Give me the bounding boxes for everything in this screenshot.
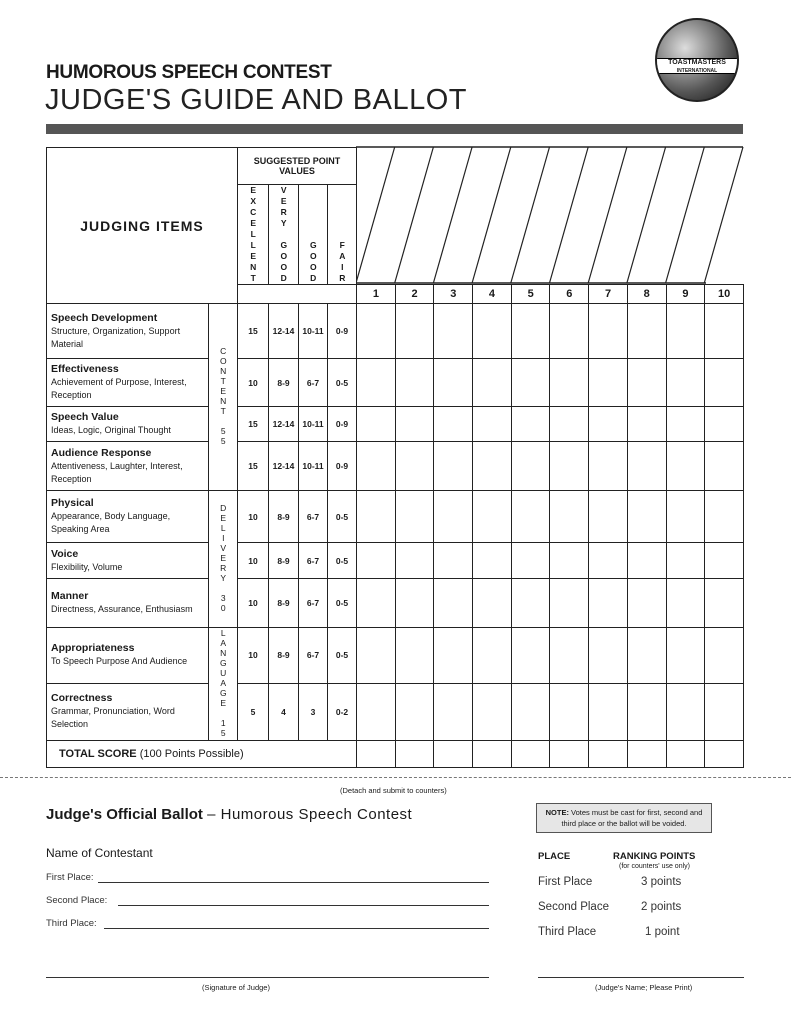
judging-row (47, 407, 744, 442)
point-value: 12-14 (269, 407, 299, 442)
judging-item (47, 359, 209, 407)
score-cell[interactable] (666, 683, 705, 740)
place-field-input[interactable] (98, 882, 489, 883)
score-cell[interactable] (395, 543, 434, 579)
score-cell[interactable] (627, 579, 666, 628)
point-value: 10-11 (299, 304, 328, 359)
score-cell[interactable] (666, 442, 705, 491)
score-cell[interactable] (511, 628, 550, 684)
point-value: 12-14 (269, 442, 299, 491)
judging-row (47, 543, 744, 579)
contestant-column-2: 2 (395, 285, 434, 304)
score-cell[interactable] (511, 491, 550, 543)
score-cell[interactable] (666, 491, 705, 543)
judging-row (47, 442, 744, 491)
point-value: 10 (238, 579, 269, 628)
place-field-label: Second Place: (46, 895, 108, 906)
total-score-cell[interactable] (589, 741, 628, 768)
score-cell[interactable] (395, 491, 434, 543)
place-name: Third Place (538, 926, 597, 938)
score-cell[interactable] (473, 359, 512, 407)
detach-line (0, 777, 791, 778)
point-value: 10 (238, 359, 269, 407)
point-value: 0-9 (328, 407, 357, 442)
judging-items-header: JUDGING ITEMS (47, 148, 238, 304)
score-cell[interactable] (550, 628, 589, 684)
total-score-cell[interactable] (511, 741, 550, 768)
contestant-column-5: 5 (511, 285, 550, 304)
total-score-cell[interactable] (473, 741, 512, 768)
score-cell[interactable] (434, 359, 473, 407)
total-score-note: (100 Points Possible) (139, 748, 244, 760)
contestant-column-4: 4 (473, 285, 512, 304)
place-points: 1 point (645, 926, 680, 938)
point-value: 0-9 (328, 442, 357, 491)
score-cell[interactable] (357, 579, 396, 628)
score-cell[interactable] (434, 579, 473, 628)
signature-line[interactable] (46, 977, 489, 978)
ranking-points-subheading: (for counters' use only) (619, 863, 690, 870)
score-cell[interactable] (666, 628, 705, 684)
suggested-point-values-header: SUGGESTED POINT VALUES (238, 148, 357, 185)
place-field-input[interactable] (118, 905, 489, 906)
score-cell[interactable] (357, 543, 396, 579)
total-score-label (47, 741, 357, 768)
score-cell[interactable] (589, 543, 628, 579)
score-cell[interactable] (473, 628, 512, 684)
point-value: 6-7 (299, 579, 328, 628)
score-cell[interactable] (473, 304, 512, 359)
point-value: 15 (238, 407, 269, 442)
score-cell[interactable] (550, 407, 589, 442)
score-cell[interactable] (627, 359, 666, 407)
total-score-cell[interactable] (357, 741, 396, 768)
rating-very-good: VERY GOOD (278, 185, 289, 284)
score-cell[interactable] (666, 543, 705, 579)
judging-item (47, 491, 209, 543)
judging-row (47, 359, 744, 407)
header-divider (46, 124, 743, 134)
judging-item (47, 683, 209, 740)
point-value: 15 (238, 442, 269, 491)
point-value: 4 (269, 683, 299, 740)
score-cell[interactable] (434, 304, 473, 359)
score-cell[interactable] (473, 407, 512, 442)
category-label: LANGUAGE 15 (218, 628, 229, 738)
contestant-column-6: 6 (550, 285, 589, 304)
point-value: 10-11 (299, 407, 328, 442)
point-value: 0-5 (328, 628, 357, 684)
page-title: JUDGE'S GUIDE AND BALLOT (45, 84, 468, 116)
score-cell[interactable] (473, 579, 512, 628)
score-cell[interactable] (627, 628, 666, 684)
score-cell[interactable] (666, 359, 705, 407)
score-cell[interactable] (511, 359, 550, 407)
item-description: Ideas, Logic, Original Thought (51, 425, 171, 435)
score-cell[interactable] (473, 683, 512, 740)
contestant-column-8: 8 (627, 285, 666, 304)
judging-row (47, 491, 744, 543)
ranking-points-heading: RANKING POINTS (613, 851, 696, 862)
score-cell[interactable] (589, 359, 628, 407)
score-cell[interactable] (627, 683, 666, 740)
point-value: 6-7 (299, 491, 328, 543)
score-cell[interactable] (550, 543, 589, 579)
judging-item (47, 543, 209, 579)
score-cell[interactable] (550, 304, 589, 359)
item-description: Grammar, Pronunciation, Word Selection (51, 706, 175, 730)
ballot-title-main: Judge's Official Ballot (46, 806, 203, 823)
total-score-cell[interactable] (434, 741, 473, 768)
score-cell[interactable] (666, 579, 705, 628)
item-title: Manner (51, 590, 89, 602)
point-value: 8-9 (269, 359, 299, 407)
score-cell[interactable] (434, 442, 473, 491)
score-cell[interactable] (550, 442, 589, 491)
toastmasters-logo (655, 18, 739, 102)
contestant-column-3: 3 (434, 285, 473, 304)
item-description: Achievement of Purpose, Interest, Reception (51, 377, 187, 400)
point-value: 0-5 (328, 491, 357, 543)
score-cell[interactable] (434, 628, 473, 684)
score-cell[interactable] (434, 491, 473, 543)
score-cell[interactable] (705, 359, 744, 407)
judging-row (47, 304, 744, 359)
score-cell[interactable] (395, 683, 434, 740)
score-cell[interactable] (550, 579, 589, 628)
total-score-title: TOTAL SCORE (59, 748, 137, 760)
score-cell[interactable] (511, 683, 550, 740)
judging-item (47, 304, 209, 359)
contest-title: HUMOROUS SPEECH CONTEST (46, 62, 332, 83)
score-cell[interactable] (511, 442, 550, 491)
point-value: 10 (238, 628, 269, 684)
detach-note: (Detach and submit to counters) (340, 786, 447, 795)
ballot-title (46, 806, 412, 823)
item-title: Appropriateness (51, 642, 135, 655)
score-cell[interactable] (705, 683, 744, 740)
point-value: 0-5 (328, 579, 357, 628)
place-field-label: First Place: (46, 872, 94, 883)
score-cell[interactable] (589, 491, 628, 543)
score-cell[interactable] (434, 543, 473, 579)
item-title: Effectiveness (51, 363, 119, 375)
score-cell[interactable] (473, 491, 512, 543)
score-cell[interactable] (705, 407, 744, 442)
score-cell[interactable] (357, 442, 396, 491)
place-points: 3 points (641, 876, 682, 888)
contestant-column-1: 1 (357, 285, 396, 304)
score-cell[interactable] (511, 543, 550, 579)
score-cell[interactable] (511, 579, 550, 628)
score-cell[interactable] (589, 442, 628, 491)
item-title: Correctness (51, 692, 113, 705)
score-cell[interactable] (627, 491, 666, 543)
score-cell[interactable] (589, 304, 628, 359)
category-cell (209, 491, 238, 628)
judging-row (47, 628, 744, 684)
score-cell[interactable] (511, 407, 550, 442)
point-value: 15 (238, 304, 269, 359)
score-cell[interactable] (473, 442, 512, 491)
category-label: CONTENT 55 (218, 346, 229, 446)
total-score-cell[interactable] (395, 741, 434, 768)
score-cell[interactable] (395, 304, 434, 359)
item-title: Physical (51, 497, 94, 509)
note-label: NOTE: (545, 808, 569, 817)
score-cell[interactable] (550, 491, 589, 543)
point-value: 6-7 (299, 628, 328, 684)
score-cell[interactable] (357, 407, 396, 442)
score-cell[interactable] (666, 304, 705, 359)
score-cell[interactable] (473, 543, 512, 579)
ballot-title-suffix: – Humorous Speech Contest (207, 806, 413, 823)
place-field-label: Third Place: (46, 918, 97, 929)
score-cell[interactable] (550, 359, 589, 407)
item-description: Flexibility, Volume (51, 561, 123, 572)
judging-item (47, 407, 209, 442)
place-points: 2 points (641, 901, 682, 913)
category-cell (209, 304, 238, 491)
contestant-column-9: 9 (666, 285, 705, 304)
score-cell[interactable] (395, 407, 434, 442)
point-value: 10 (238, 543, 269, 579)
score-cell[interactable] (589, 628, 628, 684)
score-cell[interactable] (395, 628, 434, 684)
item-title: Speech Value (51, 411, 119, 423)
score-cell[interactable] (705, 304, 744, 359)
judge-name-line[interactable] (538, 977, 744, 978)
point-value: 0-5 (328, 359, 357, 407)
score-cell[interactable] (357, 491, 396, 543)
point-value: 0-5 (328, 543, 357, 579)
logo-band: TOASTMASTERS INTERNATIONAL (657, 58, 737, 74)
point-value: 0-2 (328, 683, 357, 740)
contestant-column-7: 7 (589, 285, 628, 304)
score-cell[interactable] (357, 683, 396, 740)
place-name: First Place (538, 876, 593, 888)
point-value: 10 (238, 491, 269, 543)
item-title: Audience Response (51, 446, 152, 459)
item-title: Speech Development (51, 311, 158, 324)
point-value: 3 (299, 683, 328, 740)
score-cell[interactable] (357, 359, 396, 407)
place-field-input[interactable] (104, 928, 489, 929)
name-of-contestant-heading: Name of Contestant (46, 846, 153, 860)
item-description: To Speech Purpose And Audience (51, 656, 188, 667)
score-cell[interactable] (589, 683, 628, 740)
judging-table (46, 147, 744, 768)
item-description: Appearance, Body Language, Speaking Area (51, 511, 171, 534)
place-heading: PLACE (538, 851, 571, 862)
place-name: Second Place (538, 901, 609, 913)
score-cell[interactable] (395, 579, 434, 628)
signature-label: (Signature of Judge) (202, 983, 270, 992)
score-cell[interactable] (627, 442, 666, 491)
note-box (536, 803, 712, 833)
score-cell[interactable] (705, 442, 744, 491)
note-text: Votes must be cast for first, second and third place or the ballot will be voided. (561, 808, 703, 828)
point-value: 6-7 (299, 359, 328, 407)
category-cell (209, 628, 238, 741)
point-value: 8-9 (269, 628, 299, 684)
score-cell[interactable] (511, 304, 550, 359)
item-description: Attentiveness, Laughter, Interest, Reception (51, 460, 183, 484)
judging-row (47, 683, 744, 740)
judging-row (47, 579, 744, 628)
item-title: Voice (51, 547, 79, 560)
score-cell[interactable] (589, 407, 628, 442)
category-label: DELIVERY 30 (218, 503, 229, 613)
score-cell[interactable] (627, 304, 666, 359)
point-value: 6-7 (299, 543, 328, 579)
rating-excellent: EXCELLENT (248, 185, 259, 284)
point-value: 0-9 (328, 304, 357, 359)
score-cell[interactable] (395, 359, 434, 407)
score-cell[interactable] (550, 683, 589, 740)
score-cell[interactable] (705, 491, 744, 543)
score-cell[interactable] (434, 407, 473, 442)
item-description: Structure, Organization, Support Material (51, 325, 181, 349)
score-cell[interactable] (666, 407, 705, 442)
total-score-cell[interactable] (705, 741, 744, 768)
total-score-cell[interactable] (550, 741, 589, 768)
point-value: 10-11 (299, 442, 328, 491)
score-cell[interactable] (627, 407, 666, 442)
rating-good: GOOD (308, 240, 319, 284)
total-score-cell[interactable] (627, 741, 666, 768)
score-cell[interactable] (627, 543, 666, 579)
judging-item (47, 628, 209, 684)
point-value: 5 (238, 683, 269, 740)
score-cell[interactable] (357, 628, 396, 684)
score-cell[interactable] (705, 628, 744, 684)
point-value: 8-9 (269, 491, 299, 543)
score-cell[interactable] (434, 683, 473, 740)
point-value: 8-9 (269, 543, 299, 579)
contestant-column-10: 10 (705, 285, 744, 304)
point-value: 8-9 (269, 579, 299, 628)
judging-item (47, 579, 209, 628)
total-score-cell[interactable] (666, 741, 705, 768)
score-cell[interactable] (357, 304, 396, 359)
score-cell[interactable] (705, 543, 744, 579)
score-cell[interactable] (395, 442, 434, 491)
score-cell[interactable] (705, 579, 744, 628)
point-value: 12-14 (269, 304, 299, 359)
judge-name-label: (Judge's Name; Please Print) (595, 983, 693, 992)
item-description: Directness, Assurance, Enthusiasm (51, 604, 193, 614)
judging-item (47, 442, 209, 491)
rating-fair: FAIR (337, 240, 348, 284)
score-cell[interactable] (589, 579, 628, 628)
